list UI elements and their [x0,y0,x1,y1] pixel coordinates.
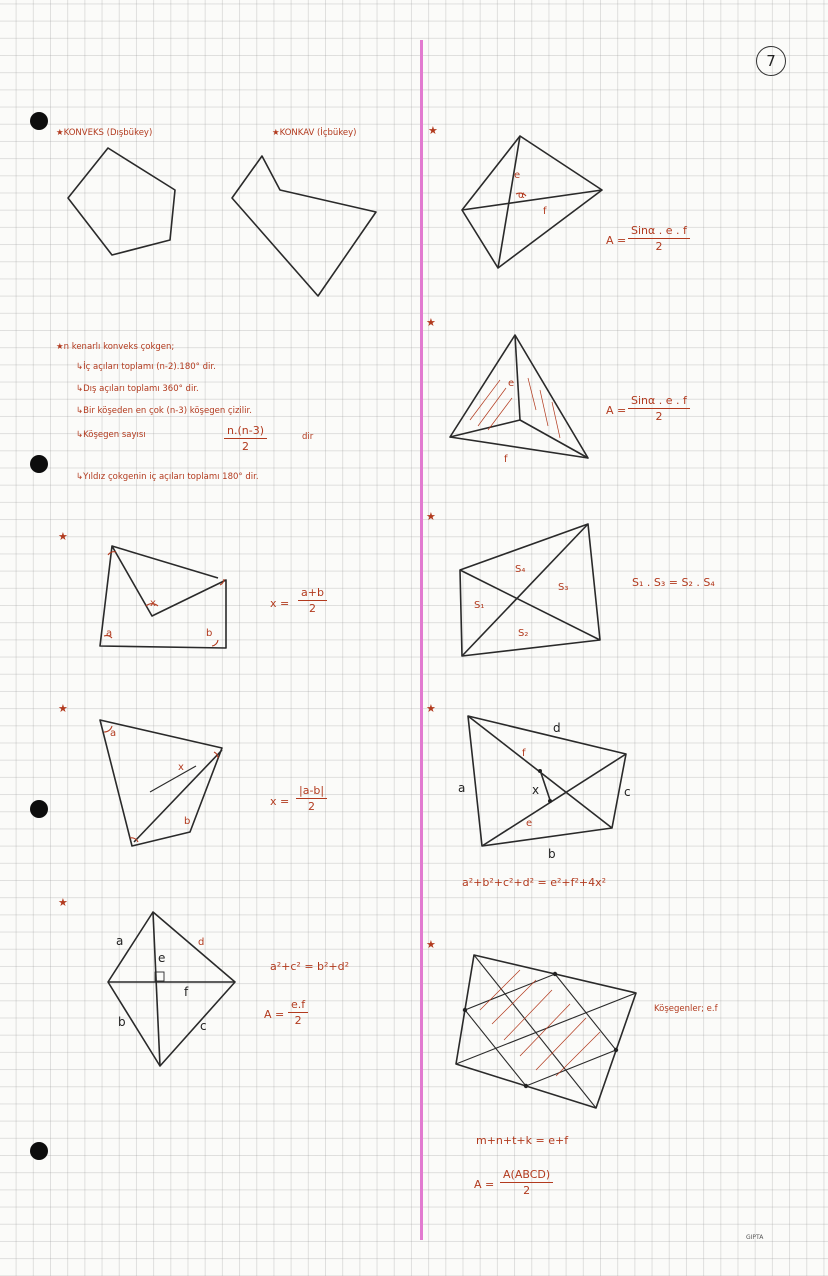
r4-label-x: x [532,783,540,797]
r2-area-num: Sinα . e . f [628,394,690,409]
star-marker: ★ [58,530,68,543]
star-marker: ★ [58,896,68,909]
fig3-area-formula [288,998,308,1027]
r3-s3: S₃ [558,582,569,593]
fig2-formula-den: 2 [308,800,316,813]
diagonal-formula-suffix: dir [302,432,314,442]
fig3-label-a: a [116,934,124,948]
concave-polygon [232,156,376,296]
concave-heading: ★KONKAV (İçbükey) [272,128,357,138]
r2-area-lhs: A = [606,404,627,417]
r5-area-formula [500,1168,553,1197]
r3-s4: S₄ [515,564,526,575]
right-figure-1 [462,136,602,268]
fig1-formula-num: a+b [298,586,327,601]
fig2-formula-lhs: x = [270,795,290,808]
fig2-label-x: x [178,762,184,773]
diagonal-formula-den: 2 [242,440,249,453]
r1-area-formula [628,224,690,253]
r5-area-den: 2 [523,1184,531,1197]
property-line-1: ↳İç açıları toplamı (n-2).180° dir. [76,362,216,372]
r2-area-den: 2 [655,410,663,423]
fig3-area-den: 2 [294,1014,302,1027]
star-marker: ★ [58,702,68,715]
footer-brand: GIPTA [746,1234,764,1241]
properties-title: ★n kenarlı konveks çokgen; [56,342,175,352]
r5-equation: m+n+t+k = e+f [476,1134,569,1147]
r1-area-lhs: A = [606,234,627,247]
r5-area-lhs: A = [474,1178,495,1191]
fig2-formula-num: |a-b| [296,784,327,799]
fig3-equation: a²+c² = b²+d² [270,960,350,973]
star-marker: ★ [426,316,436,329]
fig3-label-c: c [200,1019,207,1033]
right-figure-3 [460,524,600,656]
right-figure-5 [456,955,636,1108]
r3-s2: S₂ [518,628,529,639]
fig3-area-lhs: A = [264,1008,285,1021]
r1-label-f: f [543,206,547,217]
left-figure-3 [108,912,235,1066]
star-polygon-note: ↳Yıldız çokgenin iç açıları toplamı 180° dir. [76,472,259,482]
fig1-formula-den: 2 [308,602,316,615]
r4-label-b: b [548,847,556,861]
r1-label-alpha: α [518,190,525,201]
fig2-label-b: b [184,816,191,827]
r4-label-f: f [522,748,526,759]
r5-area-num: A(ABCD) [500,1168,553,1183]
r1-area-den: 2 [655,240,663,253]
property-line-3: ↳Bir köşeden en çok (n-3) köşegen çizilir. [76,406,252,416]
r4-label-d: d [553,721,561,735]
fig3-area-num: e.f [288,998,308,1013]
r3-s1: S₁ [474,600,485,611]
r4-equation: a²+b²+c²+d² = e²+f²+4x² [462,876,607,889]
r4-label-e: e [526,818,533,829]
r2-label-e: e [508,378,515,389]
fig1-label-a: a [106,628,113,639]
property-line-4: ↳Köşegen sayısı [76,430,146,440]
fig3-label-f: f [184,985,189,999]
convex-heading: ★KONVEKS (Dışbükey) [56,128,153,138]
fig1-label-b: b [206,628,213,639]
left-figure-1 [100,546,226,648]
r2-label-f: f [504,454,508,465]
fig3-label-e: e [158,951,166,965]
left-figure-2 [100,720,222,846]
fig3-label-d: d [198,937,205,948]
r2-area-formula [628,394,690,423]
fig1-formula-lhs: x = [270,597,290,610]
diagonal-count-formula [224,424,267,453]
fig1-label-x: x [150,598,156,609]
r3-equation: S₁ . S₃ = S₂ . S₄ [632,576,715,589]
right-figure-2 [450,335,588,465]
fig2-formula [296,784,327,813]
property-line-2: ↳Dış açıları toplamı 360° dir. [76,384,199,394]
r1-label-e: e [514,170,521,181]
star-marker: ★ [428,124,438,137]
fig1-formula [298,586,327,615]
star-marker: ★ [426,702,436,715]
r4-label-c: c [624,785,631,799]
r1-area-num: Sinα . e . f [628,224,690,239]
star-marker: ★ [426,938,436,951]
r4-label-a: a [458,781,466,795]
right-figure-4 [458,716,631,861]
r5-diagonals-label: Köşegenler; e.f [654,1004,718,1014]
fig3-label-b: b [118,1015,126,1029]
fig2-label-a: a [110,728,117,739]
star-marker: ★ [426,510,436,523]
page-number: 7 [756,46,786,76]
diagonal-formula-num: n.(n-3) [224,424,267,439]
convex-pentagon [68,148,175,255]
